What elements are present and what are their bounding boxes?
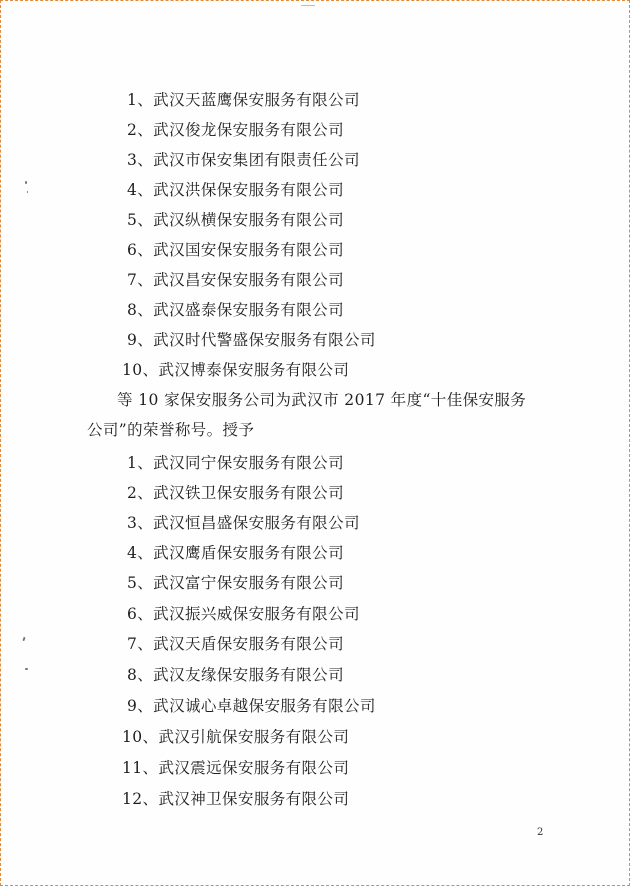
list-item-number: 9、 [127, 697, 154, 715]
paragraph-line: 等 10 家保安服务公司为武汉市 2017 年度“十佳保安服务 [117, 391, 527, 409]
scan-speck [27, 191, 28, 193]
page-number: 2 [537, 827, 544, 838]
list-item-company: 武汉盛泰保安服务有限公司 [153, 301, 344, 319]
list-item [127, 295, 344, 325]
list-item [122, 722, 349, 752]
list-item-company: 武汉震远保安服务有限公司 [158, 759, 350, 777]
list-item [127, 145, 360, 175]
list-item [127, 508, 360, 538]
list-item [127, 175, 344, 205]
list-item-company: 武汉国安保安服务有限公司 [153, 241, 344, 259]
paragraph-line: 公司”的荣誉称号。授予 [87, 421, 255, 439]
list-item-company: 武汉友缘保安服务有限公司 [153, 666, 344, 684]
list-item-company: 武汉铁卫保安服务有限公司 [153, 484, 344, 502]
list-item-company: 武汉博泰保安服务有限公司 [158, 361, 350, 379]
award-paragraph [87, 385, 557, 445]
list-item-number: 10、 [122, 728, 159, 746]
list-item-company: 武汉纵横保安服务有限公司 [153, 211, 344, 229]
list-item-company: 武汉引航保安服务有限公司 [158, 728, 350, 746]
list-item-company: 武汉天盾保安服务有限公司 [153, 635, 344, 653]
list-item [127, 691, 376, 721]
list-item-number: 1、 [127, 454, 154, 472]
list-item-company: 武汉振兴威保安服务有限公司 [153, 605, 360, 623]
list-item [127, 538, 344, 568]
list-item-number: 4、 [127, 181, 154, 199]
scan-speck [25, 181, 27, 184]
list-item [127, 115, 344, 145]
list-item [127, 660, 344, 690]
scan-speck [22, 637, 25, 641]
list-item-number: 7、 [127, 635, 154, 653]
list-item-company: 武汉时代警盛保安服务有限公司 [153, 331, 376, 349]
list-item [122, 753, 349, 783]
list-item-number: 8、 [127, 301, 154, 319]
list-item-number: 12、 [122, 790, 159, 808]
scan-speck [25, 668, 28, 670]
list-item-number: 4、 [127, 544, 154, 562]
list-item-number: 3、 [127, 514, 154, 532]
list-item-company: 武汉昌安保安服务有限公司 [153, 271, 344, 289]
list-item-company: 武汉天蓝鹰保安服务有限公司 [153, 91, 360, 109]
list-item-number: 2、 [127, 121, 154, 139]
list-item [127, 478, 344, 508]
list-item [122, 355, 349, 385]
list-item-company: 武汉俊龙保安服务有限公司 [153, 121, 344, 139]
list-item-number: 6、 [127, 605, 154, 623]
scan-speck [301, 5, 315, 6]
list-item [127, 629, 344, 659]
list-item-number: 7、 [127, 271, 154, 289]
list-item-number: 9、 [127, 331, 154, 349]
list-item-company: 武汉同宁保安服务有限公司 [153, 454, 344, 472]
list-item-number: 6、 [127, 241, 154, 259]
list-item [127, 235, 344, 265]
list-item-number: 10、 [122, 361, 159, 379]
list-item-company: 武汉富宁保安服务有限公司 [153, 574, 344, 592]
list-item-company: 武汉洪保保安服务有限公司 [153, 181, 344, 199]
list-item-company: 武汉恒昌盛保安服务有限公司 [153, 514, 360, 532]
list-item-number: 3、 [127, 151, 154, 169]
list-item-company: 武汉诚心卓越保安服务有限公司 [153, 697, 376, 715]
list-item [127, 85, 360, 115]
list-item-number: 5、 [127, 211, 154, 229]
list-item [122, 784, 349, 814]
list-item-company: 武汉鹰盾保安服务有限公司 [153, 544, 344, 562]
list-item-number: 5、 [127, 574, 154, 592]
list-item-number: 2、 [127, 484, 154, 502]
list-item-company: 武汉市保安集团有限责任公司 [153, 151, 360, 169]
list-item [127, 325, 376, 355]
list-item [127, 205, 344, 235]
list-item [127, 568, 344, 598]
list-item-number: 8、 [127, 666, 154, 684]
list-item-number: 11、 [122, 759, 159, 777]
list-item [127, 599, 360, 629]
list-item-company: 武汉神卫保安服务有限公司 [158, 790, 350, 808]
list-item [127, 265, 344, 295]
list-item [127, 448, 344, 478]
list-item-number: 1、 [127, 91, 154, 109]
